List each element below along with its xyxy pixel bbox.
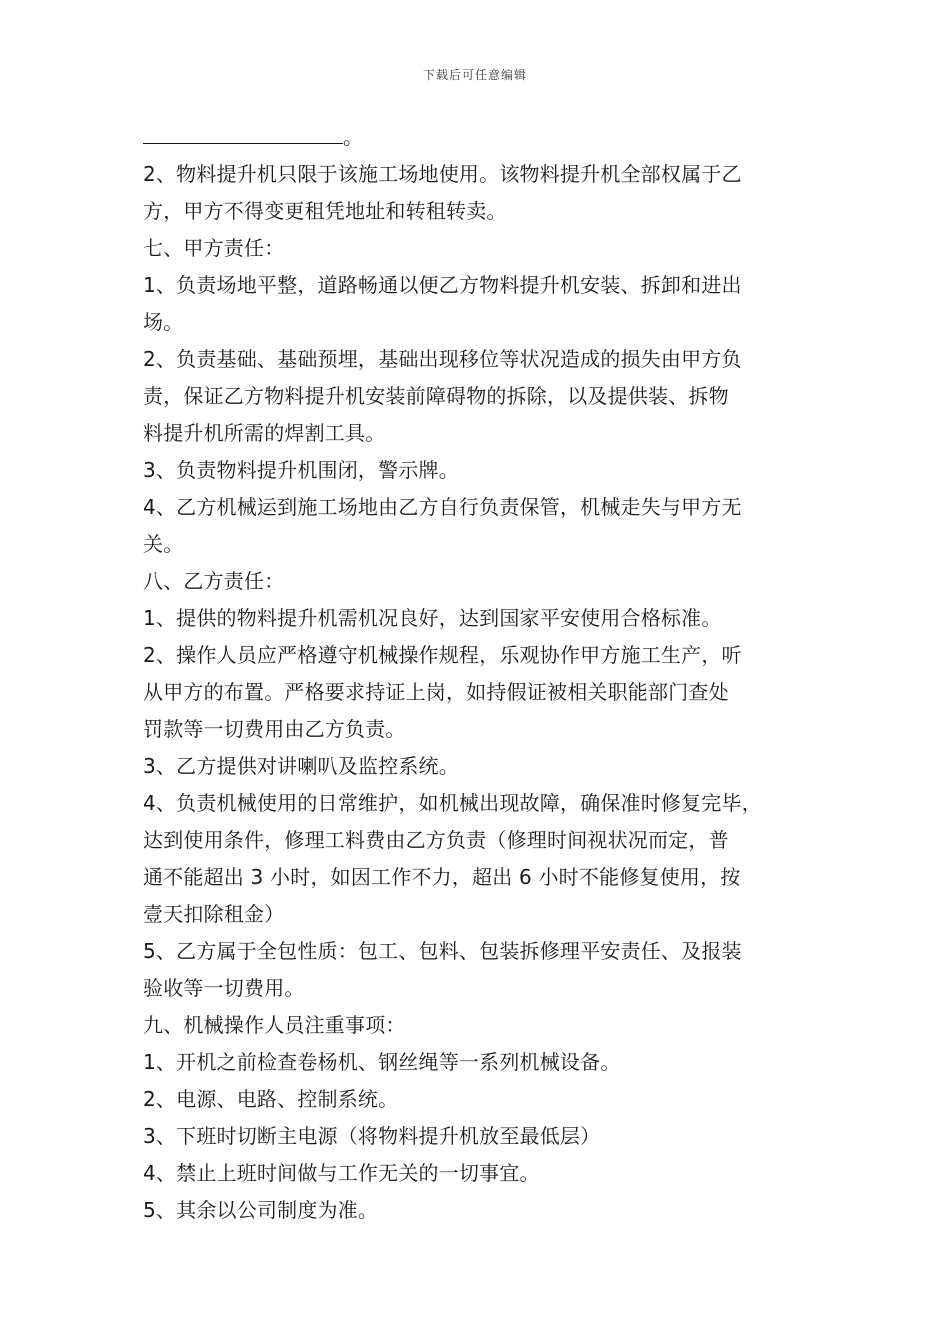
- blank-line-end: 。: [343, 125, 363, 149]
- text-line: 1、开机之前检查卷杨机、钢丝绳等一系列机械设备。: [143, 1050, 621, 1074]
- text-line: 从甲方的布置。严格要求持证上岗，如持假证被相关职能部门查处: [143, 680, 729, 704]
- blank-underline: [143, 143, 343, 144]
- text-line: 达到使用条件，修理工料费由乙方负责（修理时间视状况而定，普: [143, 828, 729, 852]
- text-line: 1、提供的物料提升机需机况良好，达到国家平安使用合格标准。: [143, 606, 722, 630]
- text-line: 验收等一切费用。: [143, 976, 305, 1000]
- text-line: 壹天扣除租金）: [143, 902, 285, 926]
- text-line: 2、物料提升机只限于该施工场地使用。该物料提升机全部权属于乙: [143, 162, 742, 186]
- document-body: [143, 119, 823, 1229]
- text-line: 2、操作人员应严格遵守机械操作规程，乐观协作甲方施工生产，听: [143, 643, 742, 667]
- text-line: 4、乙方机械运到施工场地由乙方自行负责保管，机械走失与甲方无: [143, 495, 742, 519]
- section-heading: 七、甲方责任：: [143, 236, 285, 260]
- text-line: 3、负责物料提升机围闭，警示牌。: [143, 458, 459, 482]
- blank-fill-line: [143, 119, 823, 156]
- text-line: 3、乙方提供对讲喇叭及监控系统。: [143, 754, 459, 778]
- section-heading: 九、机械操作人员注重事项：: [143, 1013, 406, 1037]
- text-line: 1、负责场地平整，道路畅通以便乙方物料提升机安装、拆卸和进出: [143, 273, 742, 297]
- page-header: 下载后可任意编辑: [422, 68, 527, 82]
- text-line: 2、负责基础、基础预埋，基础出现移位等状况造成的损失由甲方负: [143, 347, 742, 371]
- text-line: 通不能超出 3 小时，如因工作不力，超出 6 小时不能修复使用，按: [143, 865, 741, 889]
- text-line: 方，甲方不得变更租凭地址和转租转卖。: [143, 199, 507, 223]
- text-line: 4、负责机械使用的日常维护，如机械出现故障，确保准时修复完毕，: [143, 791, 762, 815]
- text-line: 2、电源、电路、控制系统。: [143, 1087, 399, 1111]
- text-line: 罚款等一切费用由乙方负责。: [143, 717, 406, 741]
- text-line: 4、禁止上班时间做与工作无关的一切事宜。: [143, 1161, 540, 1185]
- text-line: 场。: [143, 310, 184, 334]
- text-line: 5、乙方属于全包性质：包工、包料、包装拆修理平安责任、及报装: [143, 939, 742, 963]
- text-line: 责，保证乙方物料提升机安装前障碍物的拆除，以及提供装、拆物: [143, 384, 729, 408]
- section-heading: 八、乙方责任：: [143, 569, 285, 593]
- text-line: 3、下班时切断主电源（将物料提升机放至最低层）: [143, 1124, 601, 1148]
- text-line: 料提升机所需的焊割工具。: [143, 421, 386, 445]
- text-line: 5、其余以公司制度为准。: [143, 1198, 379, 1222]
- text-line: 关。: [143, 532, 184, 556]
